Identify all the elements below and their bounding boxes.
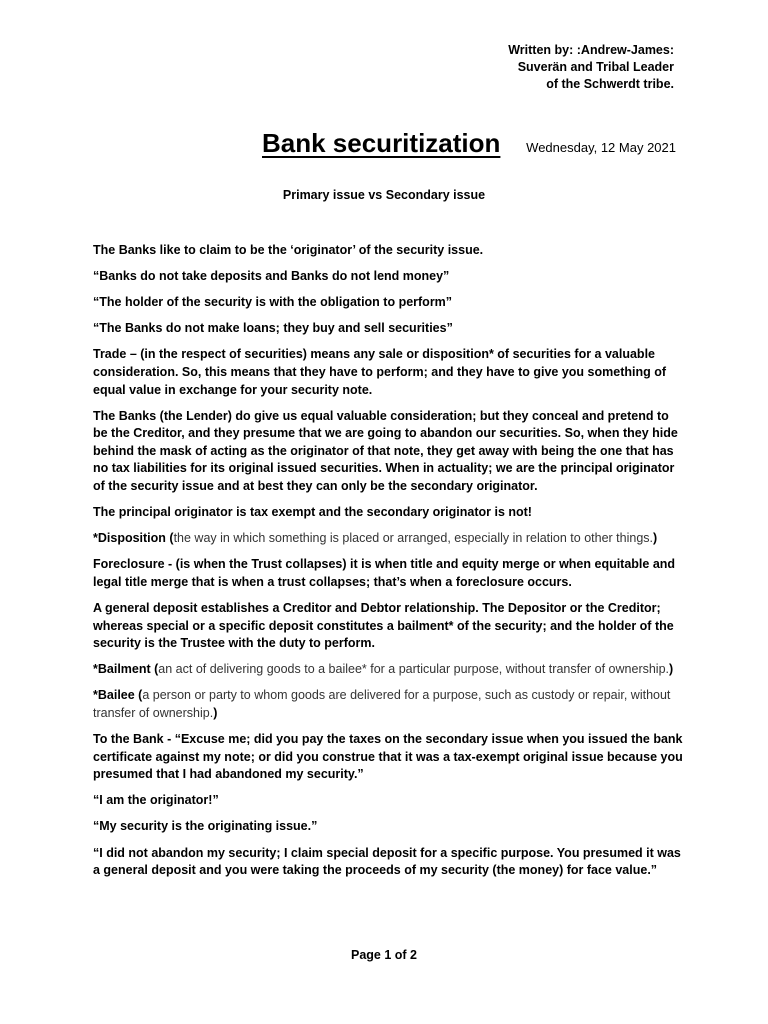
paragraph: A general deposit establishes a Creditor and Debtor relationship. The Depositor or the Creditor; whereas special or a specific deposit constitutes a bailment* of the security; and the holder of the security is the Trustee with the duty to perform.	[93, 601, 674, 651]
definition-close: )	[669, 662, 674, 677]
paragraph: “The holder of the security is with the obligation to perform”	[93, 295, 453, 310]
definition-text: the way in which something is placed or arranged, especially in relation to other things.	[173, 531, 653, 546]
definition-text: a person or party to whom goods are delivered for a purpose, such as custody or repair, without transfer of ownership.	[93, 688, 671, 720]
definition-text: an act of delivering goods to a bailee* for a particular purpose, without transfer of ownership.	[158, 662, 670, 677]
definition-disposition	[93, 530, 683, 548]
page-number: Page 1 of 2	[351, 948, 417, 962]
definition-close: )	[653, 531, 658, 546]
document-body	[93, 242, 683, 888]
paragraph: “Banks do not take deposits and Banks do not lend money”	[93, 269, 450, 284]
paragraph: “My security is the originating issue.”	[93, 819, 318, 834]
title-row	[262, 128, 682, 162]
definition-term: *Bailee (	[93, 688, 143, 703]
paragraph: To the Bank - “Excuse me; did you pay the taxes on the secondary issue when you issued the bank certificate against my note; or did you construe that it was a tax-exempt original issue because you presumed that I had abandoned my security.”	[93, 732, 683, 782]
definition-bailment	[93, 661, 683, 679]
paragraph: “The Banks do not make loans; they buy and sell securities”	[93, 321, 453, 336]
definition-close: )	[213, 705, 218, 720]
author-block	[508, 42, 674, 93]
author-line: Written by: :Andrew-James:	[508, 43, 674, 57]
paragraph: Trade – (in the respect of securities) means any sale or disposition* of securities for a valuable consideration. So, this means that they have to perform; and they have to give you something of equal value in exchange for your security note.	[93, 347, 667, 397]
author-line: Suverän and Tribal Leader	[517, 60, 674, 74]
definition-term: *Disposition (	[93, 531, 174, 546]
paragraph: Foreclosure - (is when the Trust collapses) it is when title and equity merge or when equitable and legal title merge that is when a trust collapses; that’s when a foreclosure occurs.	[93, 557, 676, 589]
document-subtitle: Primary issue vs Secondary issue	[282, 188, 486, 202]
document-title: Bank securitization	[262, 128, 501, 158]
author-line: of the Schwerdt tribe.	[546, 77, 674, 91]
paragraph: The Banks (the Lender) do give us equal valuable consideration; but they conceal and pretend to be the Creditor, and they presume that we are going to abandon our securities. So, when they hide behind the mask of acting as the originator of that note, they get away with being the one that has no tax liabilities for its original issued securities. When in actuality; we are the principal originator of the security issue and at best they can only be the secondary originator.	[93, 408, 678, 494]
document-date: Wednesday, 12 May 2021	[526, 140, 676, 155]
definition-bailee	[93, 687, 683, 722]
paragraph: The Banks like to claim to be the ‘originator’ of the security issue.	[93, 243, 484, 257]
paragraph: The principal originator is tax exempt and the secondary originator is not!	[93, 505, 532, 520]
paragraph: “I am the originator!”	[93, 793, 219, 808]
paragraph: “I did not abandon my security; I claim special deposit for a specific purpose. You presumed it was a general deposit and you were taking the proceeds of my security (the money) for face value.”	[93, 845, 681, 878]
definition-term: *Bailment (	[93, 662, 159, 677]
